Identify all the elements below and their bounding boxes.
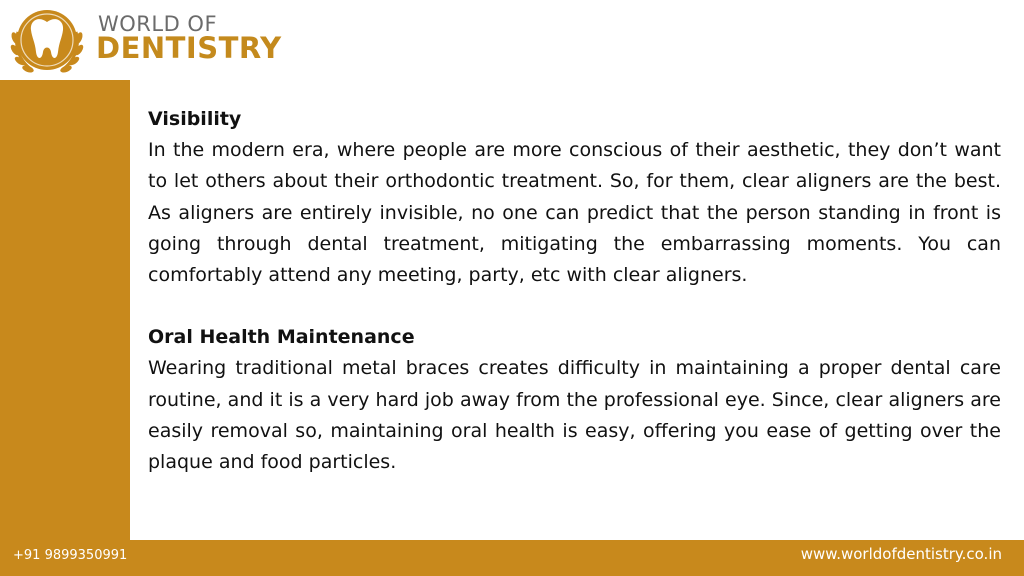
article-content [148, 104, 1001, 478]
side-accent-bar [0, 80, 130, 540]
section-heading: Visibility [148, 108, 242, 130]
section-body: In the modern era, where people are more conscious of their aesthetic, they don’t want to let others about their orthodontic treatment. So, for them, clear aligners are the best. As aligners are entirely invisible, no one can predict that the person standing in front is going through dental treatment, mitigating the embarrassing moments. You can comfortably attend any meeting, party, etc with clear aligners. [148, 139, 1001, 287]
section-visibility [148, 104, 1001, 291]
tooth-laurel-icon [4, 2, 90, 80]
footer-website-link[interactable]: www.worldofdentistry.co.in [800, 545, 1002, 563]
section-oral-health [148, 322, 1001, 478]
brand-name-line2: DENTISTRY [96, 31, 282, 65]
footer-phone[interactable]: +91 9899350991 [13, 548, 128, 563]
brand-logo[interactable] [4, 2, 282, 80]
section-heading: Oral Health Maintenance [148, 326, 415, 349]
footer-bar [0, 540, 1024, 576]
brand-name-line1: WORLD OF [98, 12, 218, 36]
section-body: Wearing traditional metal braces creates difficulty in maintaining a proper dental care routine, and it is a very hard job away from the professional eye. Since, clear aligners are easily removal so, maintaining oral health is easy, offering you ease of getting over the plaque and food particles. [148, 357, 1001, 474]
